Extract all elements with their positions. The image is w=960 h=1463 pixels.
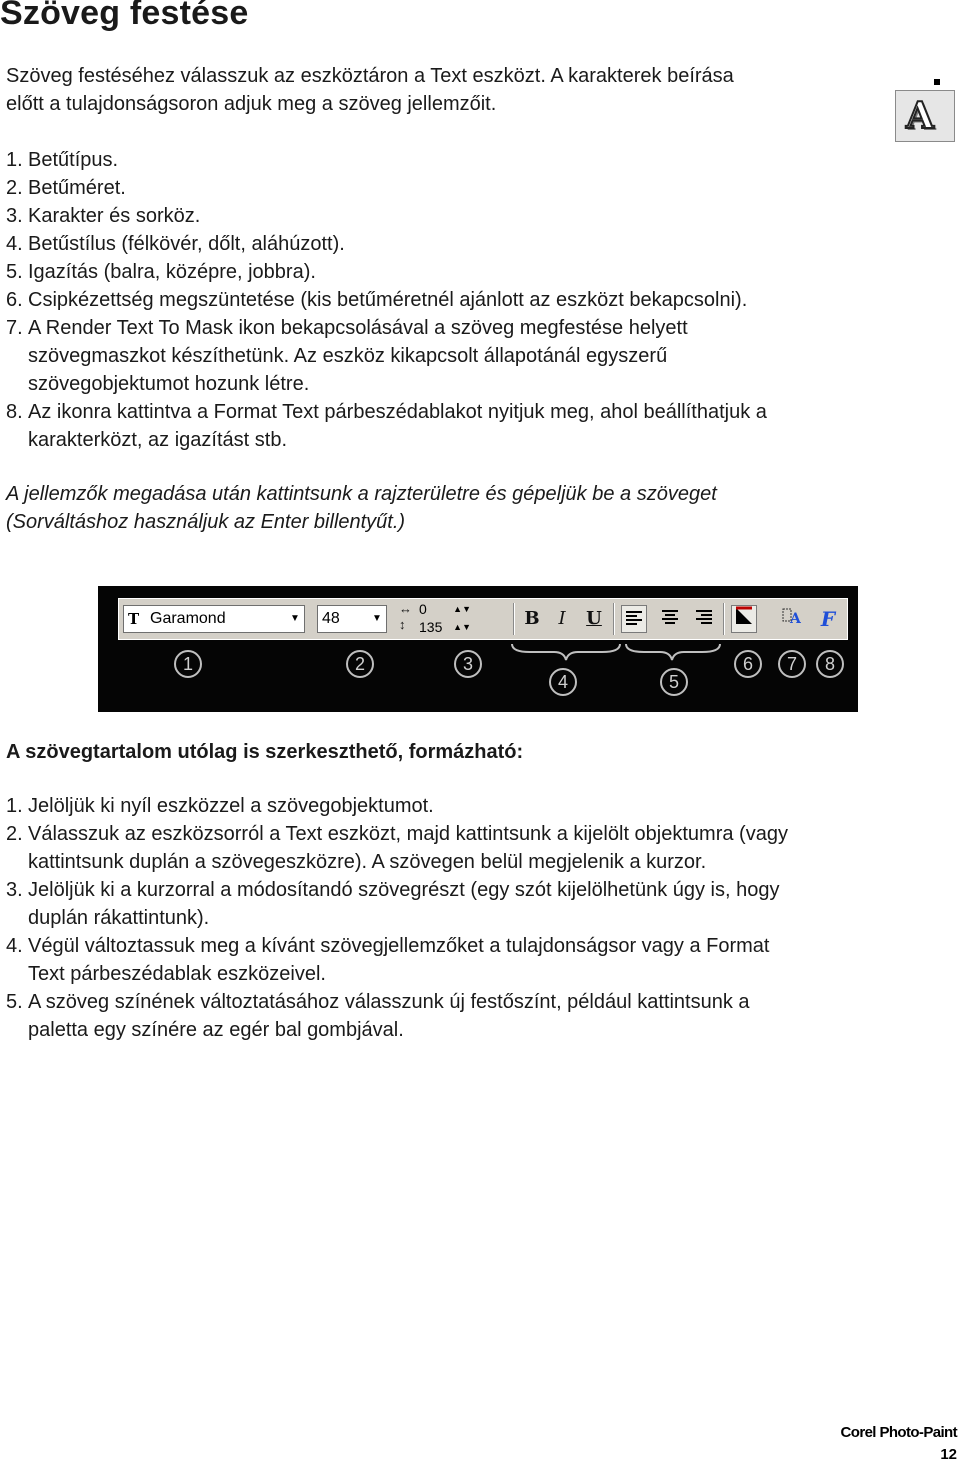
separator	[513, 603, 515, 635]
align-center-button[interactable]	[657, 605, 683, 633]
italic-note	[6, 480, 717, 536]
spacing-icon: ↔ ↕	[399, 601, 412, 632]
underline-button[interactable]: U	[586, 608, 602, 629]
text-mask-icon	[781, 605, 803, 627]
anti-alias-button[interactable]	[731, 605, 757, 633]
intro-line: Szöveg festéséhez válasszuk az eszköztáron a Text eszközt. A karakterek beírása	[6, 65, 734, 87]
callout-badge: 7	[778, 650, 806, 678]
align-left-icon	[625, 610, 643, 626]
chevron-down-icon[interactable]: ▼	[290, 613, 300, 624]
list-item: 3. Jelöljük ki a kurzorral a módosítandó szövegrészt (egy szót kijelölhetünk úgy is, hogy duplán rákattintunk).	[6, 879, 780, 929]
font-combo[interactable]	[123, 605, 305, 633]
list-item: 8. Az ikonra kattintva a Format Text párbeszédablakot nyitjuk meg, ahol beállíthatjuk a karakterközt, az igazítást stb.	[6, 401, 767, 451]
bold-button[interactable]: B	[524, 608, 540, 629]
callout-badge: 5	[660, 668, 688, 696]
align-center-icon	[661, 609, 679, 625]
chevron-down-icon[interactable]: ▼	[372, 613, 382, 624]
list-item: 4. Betűstílus (félkövér, dőlt, aláhúzott).	[6, 233, 345, 255]
font-size-combo[interactable]	[317, 605, 387, 633]
line-spacing-value: 135	[419, 619, 443, 635]
align-left-button[interactable]	[621, 605, 647, 633]
list-item: 4. Végül változtassuk meg a kívánt szövegjellemzőket a tulajdonságsor vagy a Format Text párbeszédablak eszközeivel.	[6, 935, 770, 985]
footer-product: Corel Photo-Paint	[840, 1424, 957, 1441]
line-spacing-field[interactable]	[419, 620, 477, 637]
note-line: A jellemzők megadása után kattintsunk a rajzterületre és gépeljük be a szöveget	[6, 483, 717, 505]
callout-badge: 8	[816, 650, 844, 678]
font-size-value: 48	[322, 610, 340, 627]
list-item: 7. A Render Text To Mask ikon bekapcsolásával a szöveg megfestése helyett szövegmaszkot készíthetünk. Az eszköz kikapcsolt állapotánál egyszerű szövegobjektumot hozunk létre.	[6, 317, 688, 395]
font-type-icon: T	[128, 610, 140, 628]
italic-button[interactable]: I	[558, 608, 566, 629]
anti-alias-icon	[734, 606, 754, 626]
page-title: Szöveg festése	[0, 0, 249, 32]
text-tool-glyph: A	[906, 95, 934, 137]
callout-badge: 6	[734, 650, 762, 678]
list-item: 6. Csipkézettség megszüntetése (kis betűméretnél ajánlott az eszközt bekapcsolni).	[6, 289, 748, 311]
page-number: 12	[940, 1446, 957, 1463]
note-line: (Sorváltáshoz használjuk az Enter billentyűt.)	[6, 511, 406, 533]
intro-line: előtt a tulajdonságsoron adjuk meg a szöveg jellemzőit.	[6, 93, 497, 115]
char-spacing-field[interactable]	[419, 602, 477, 619]
render-to-mask-button[interactable]	[779, 605, 805, 633]
list-item: 3. Karakter és sorköz.	[6, 205, 201, 227]
list-item: 2. Betűméret.	[6, 177, 126, 199]
list-item: 1. Jelöljük ki nyíl eszközzel a szövegobjektumot.	[6, 795, 434, 817]
align-right-icon	[695, 609, 713, 625]
spinner-icon[interactable]: ▲▼	[453, 622, 471, 632]
intro-paragraph	[6, 62, 734, 118]
format-text-button[interactable]: F	[820, 607, 836, 631]
char-spacing-value: 0	[419, 601, 427, 617]
list-item: 1. Betűtípus.	[6, 149, 119, 171]
callout-badge: 3	[454, 650, 482, 678]
align-right-button[interactable]	[691, 605, 717, 633]
text-property-bar	[118, 598, 848, 640]
list-item: 5. A szöveg színének változtatásához válasszunk új festőszínt, például kattintsunk a paletta egy színére az egér bal gombjával.	[6, 991, 750, 1041]
separator	[613, 603, 615, 635]
font-name: Garamond	[150, 610, 226, 627]
list-item: 5. Igazítás (balra, középre, jobbra).	[6, 261, 316, 283]
callout-badge: 1	[174, 650, 202, 678]
list-item: 2. Válasszuk az eszközsorról a Text eszközt, majd kattintsunk a kijelölt objektumra (vagy kattintsunk duplán a szövegeszközre). A szövegen belül megjelenik a kurzor.	[6, 823, 788, 873]
text-tool-icon	[895, 90, 955, 142]
callout-badge: 2	[346, 650, 374, 678]
edit-steps-list	[6, 792, 788, 1044]
callout-badge: 4	[549, 668, 577, 696]
separator	[723, 603, 725, 635]
feature-list	[6, 146, 767, 454]
group-braces	[510, 642, 730, 664]
edit-heading: A szövegtartalom utólag is szerkeszthető, formázható:	[6, 741, 524, 763]
svg-text:A: A	[790, 611, 801, 627]
tool-marker	[934, 79, 940, 85]
spinner-icon[interactable]: ▲▼	[453, 604, 471, 614]
